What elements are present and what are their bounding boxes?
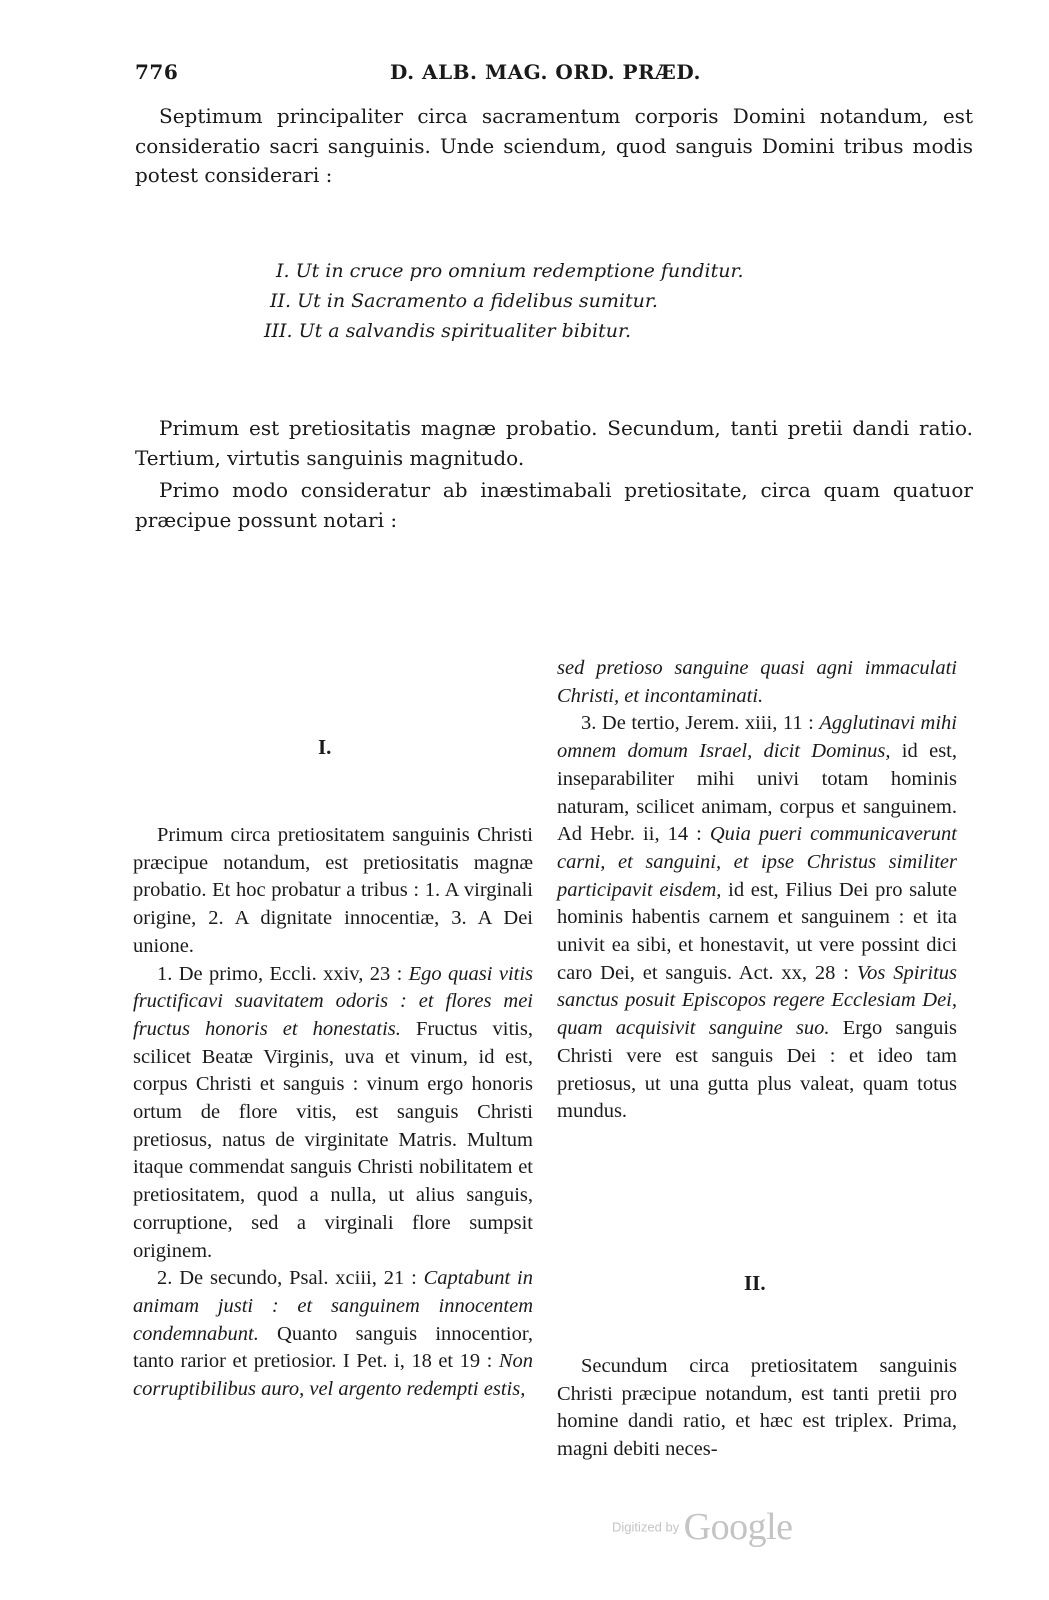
left-column — [133, 822, 533, 1404]
commentary-text: Ergo sanguis Christi vere est sanguis Dei : et ideo tam pretiosus, ut una gutta plus valeat, quam totus mundus. — [557, 1017, 957, 1123]
section-numeral-one: I. — [318, 735, 332, 759]
scripture-quote: Agglutinavi mihi omnem domum Israel, dicit Dominus, — [557, 712, 957, 763]
scripture-quote: Ego quasi vitis fructificavi suavitatem odoris : et flores mei fructus honoris et honestatis. — [133, 962, 534, 1040]
right-column-lower — [557, 1353, 957, 1464]
enum-item-3: III. Ut a salvandis spiritualiter bibitur. — [264, 320, 632, 342]
paragraph-first-point: Primum circa pretiositatem sanguinis Christi præcipue notandum, est pretiositatis magnæ probatio. Et hoc probatur a tribus : 1. A virginali origine, 2. A dignitate innocentiæ, 3. A Dei unione. — [133, 824, 533, 957]
scripture-quote: sed pretioso sanguine quasi agni immaculati Christi, et incontaminati. — [557, 657, 957, 707]
enum-item-1: I. Ut in cruce pro omnium redemptione funditur. — [276, 260, 744, 282]
paragraph-de-secundo — [133, 1265, 533, 1404]
digitized-watermark — [612, 1505, 793, 1549]
summary-paragraph-2: Primo modo consideratur ab inæstimabali pretiositate, circa quam quatuor præcipue possunt notari : — [135, 478, 973, 532]
intro-text — [135, 102, 973, 191]
google-logo: Google — [683, 1506, 793, 1548]
summary-text — [135, 414, 973, 535]
paragraph-de-tertio — [557, 710, 957, 1126]
citation-lead: 2. De secundo, Psal. xciii, 21 : — [157, 1267, 424, 1290]
continued-quote — [557, 655, 957, 710]
scripture-quote: Captabunt in animam justi : et sanguinem innocentem condemnabunt. — [133, 1267, 533, 1345]
citation-lead: 3. De tertio, Jerem. xiii, 11 : — [581, 712, 820, 735]
commentary-text: id est, inseparabiliter mihi univi totam hominis naturam, scilicet animam, corpus et sanguinem. Ad Hebr. ii, 14 : — [557, 740, 957, 846]
paragraph-second-point: Secundum circa pretiositatem sanguinis Christi præcipue notandum, est tanti pretii pro homine dandi ratio, et hæc est triplex. Prima, magni debiti neces- — [557, 1355, 957, 1461]
intro-paragraph: Septimum principaliter circa sacramentum corporis Domini notandum, est consideratio sacri sanguinis. Unde sciendum, quod sanguis Domini tribus modis potest considerari : — [135, 104, 973, 187]
scripture-quote: Quia pueri communicaverunt carni, et sanguini, et ipse Christus similiter participavit eisdem, — [557, 823, 957, 901]
enumeration-list — [264, 256, 744, 346]
commentary-text: id est, Filius Dei pro salute hominis habentis carnem et sanguinem : et ita univit ea sibi, et honestavit, ut vere possint dici caro Dei, et sanguis. Act. xx, 28 : — [557, 878, 957, 984]
summary-paragraph-1: Primum est pretiositatis magnæ probatio. Secundum, tanti pretii dandi ratio. Tertium, virtutis sanguinis magnitudo. — [135, 416, 973, 470]
commentary-text: Quanto sanguis innocentior, tanto rarior et pretiosior. I Pet. i, 18 et 19 : — [133, 1322, 533, 1373]
scripture-quote: Non corruptibilibus auro, vel argento redempti estis, — [133, 1350, 533, 1401]
scripture-quote: Vos Spiritus sanctus posuit Episcopos regere Ecclesiam Dei, quam acquisivit sanguine suo. — [557, 961, 957, 1040]
enum-item-2: II. Ut in Sacramento a fidelibus sumitur. — [270, 290, 658, 312]
section-numeral-two: II. — [744, 1271, 766, 1295]
paragraph-de-primo — [133, 961, 533, 1266]
page-number: 776 — [135, 60, 179, 84]
right-column — [557, 655, 957, 1126]
citation-lead: 1. De primo, Eccli. xxiv, 23 : — [157, 962, 409, 985]
commentary-text: Fructus vitis, scilicet Beatæ Virginis, uva et vinum, id est, corpus Christi et sanguis : vinum ergo honoris ortum de flore vitis, est sanguis Christi pretiosus, natus de virginitate Matris. Multum itaque commendat sanguis Christi nobilitatem et pretiositatem, quod a nulla, ut alius sanguis, corruptione, sed a virginali flore sumpsit originem. — [133, 1017, 533, 1262]
watermark-prefix: Digitized by — [612, 1519, 680, 1535]
running-title: D. ALB. MAG. ORD. PRÆD. — [390, 60, 701, 84]
